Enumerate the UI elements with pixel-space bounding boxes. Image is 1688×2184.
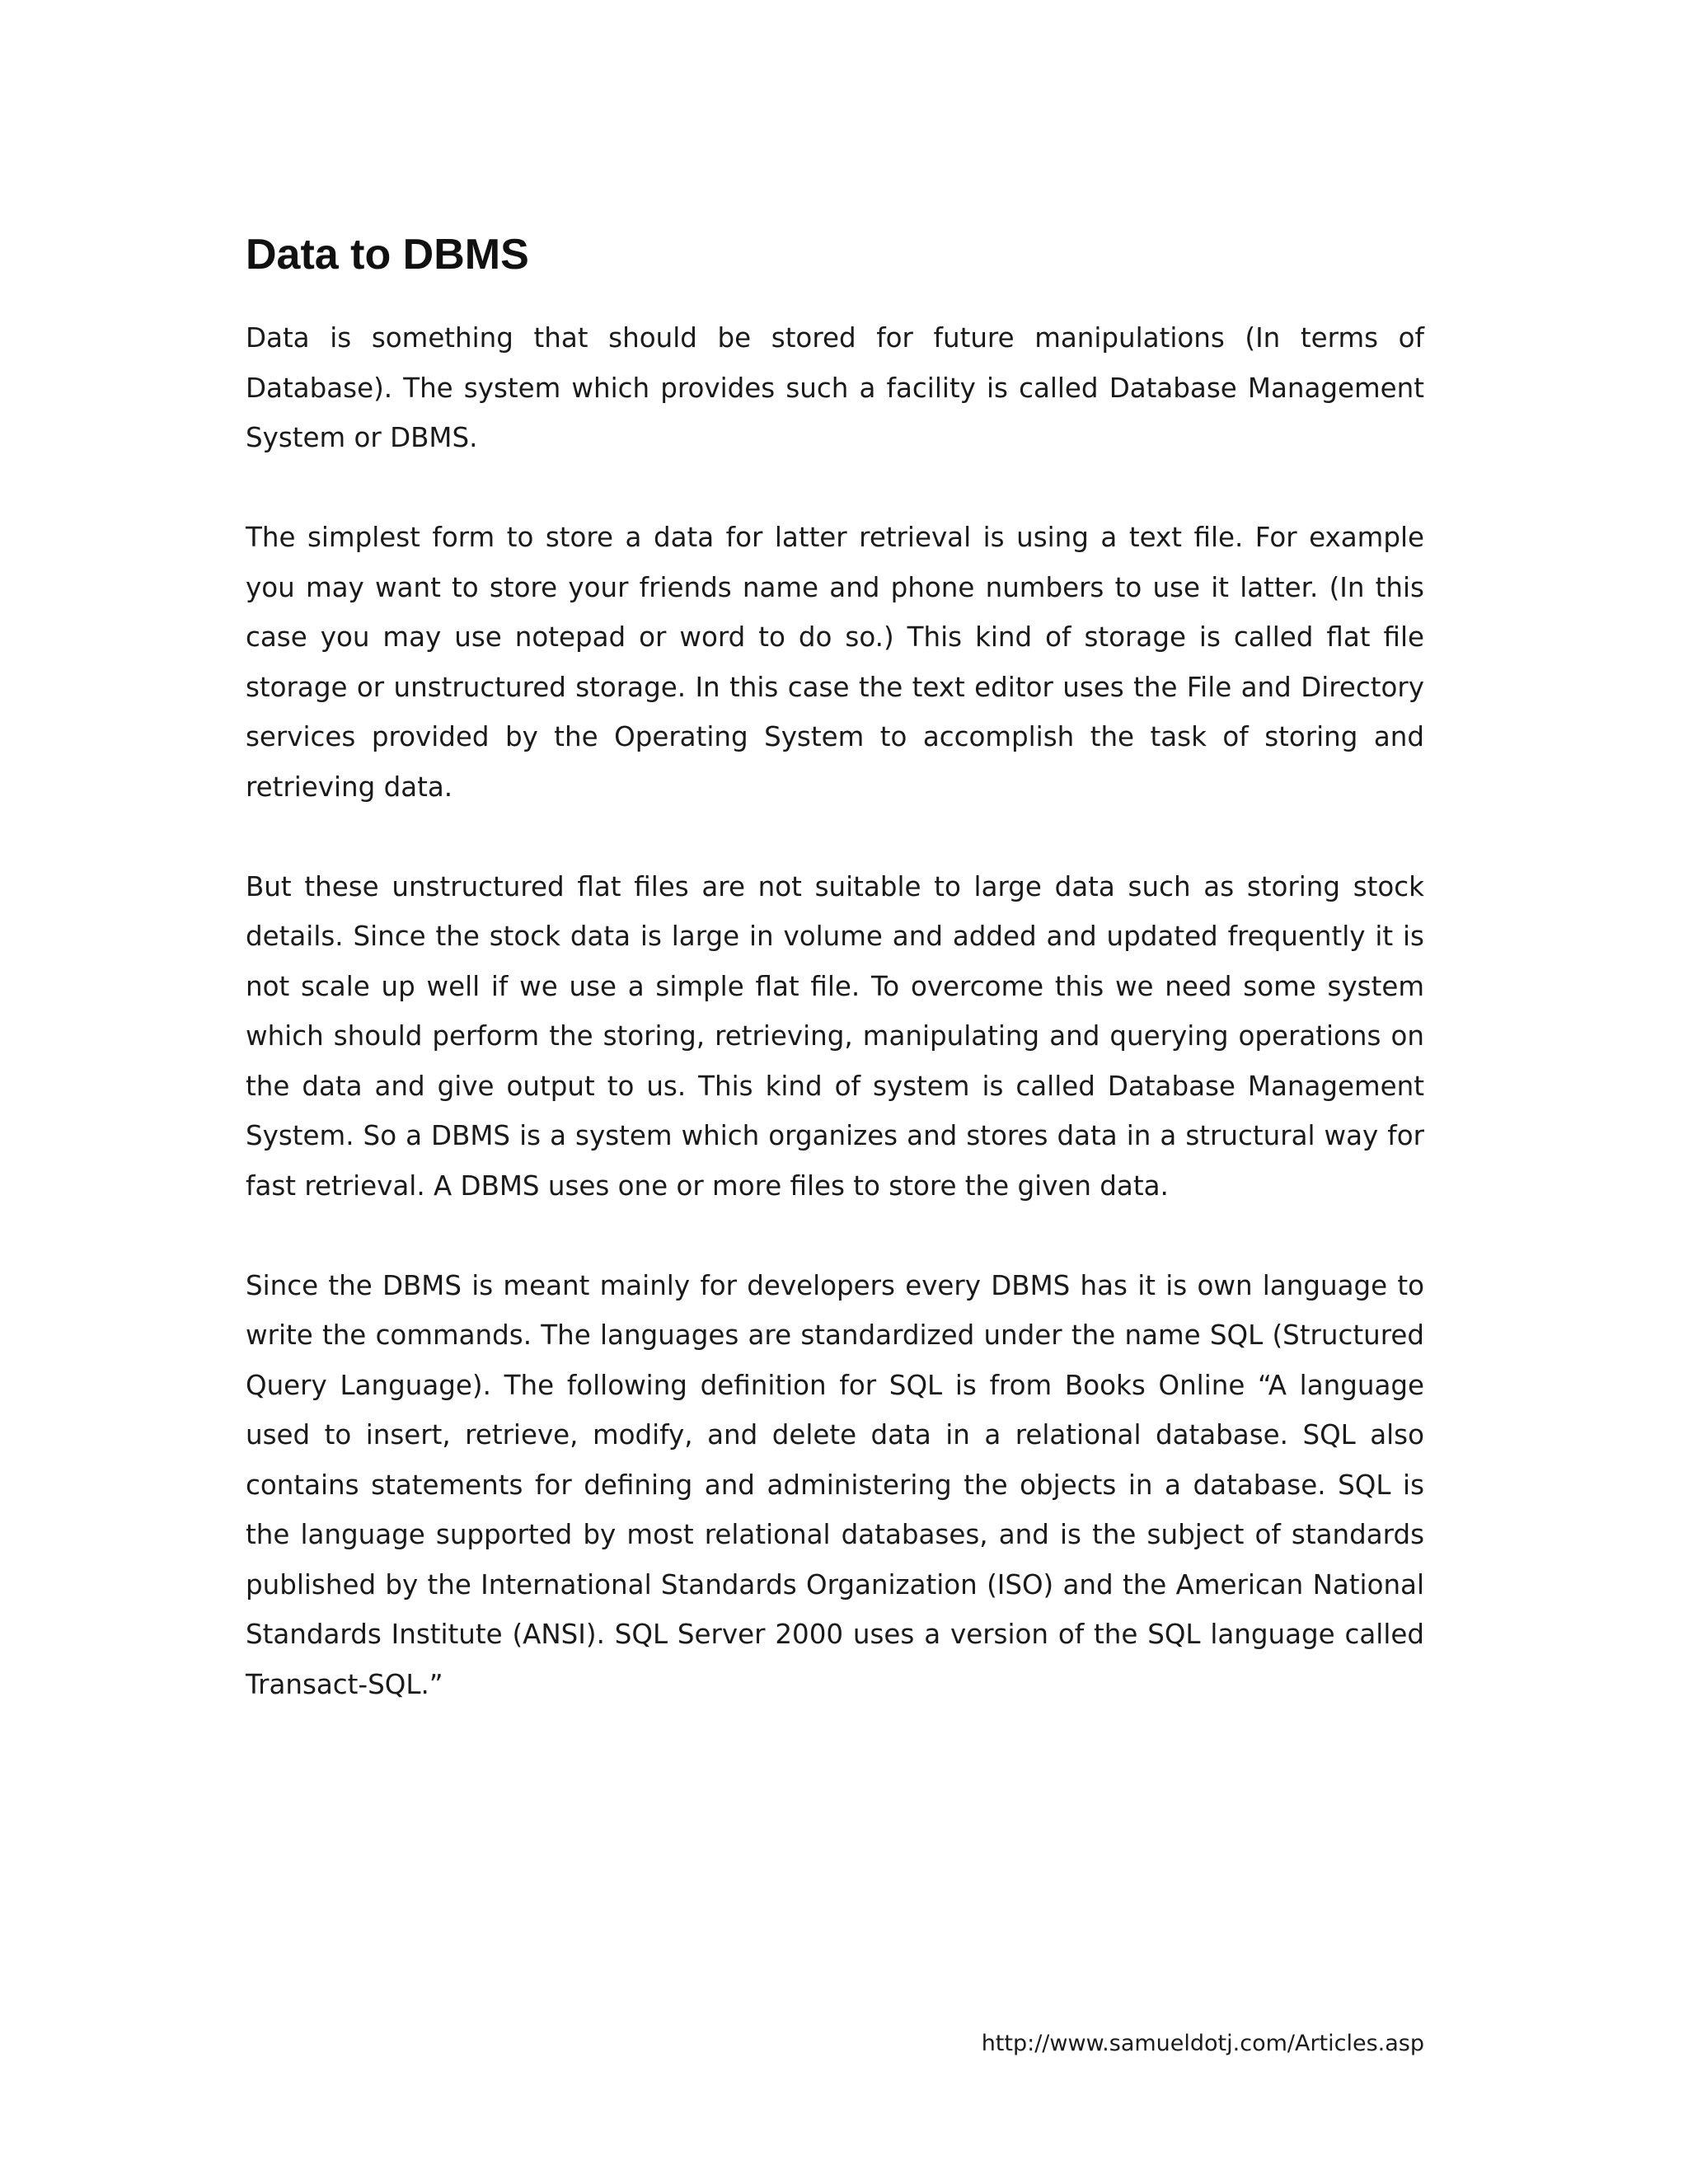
document-body [246, 229, 1424, 1760]
paragraph-dbms-need: But these unstructured flat files are not suitable to large data such as storing stock details. Since the stock data is large in volume and added and updated frequently it is not scale up well if we use a simple flat file. To overcome this we need some system which should perform the storing, retrieving, manipulating and querying operations on the data and give output to us. This kind of system is called Database Management System. So a DBMS is a system which organizes and stores data in a structural way for fast retrieval. A DBMS uses one or more files to store the given data. [246, 870, 1424, 1202]
paragraph-data-definition: Data is something that should be stored for future manipulations (In terms of Database). The system which provides such a facility is called Database Management System or DBMS. [246, 322, 1424, 453]
page-title: Data to DBMS [246, 231, 529, 279]
paragraph-sql-definition: Since the DBMS is meant mainly for developers every DBMS has it is own language to write the commands. The languages are standardized under the name SQL (Structured Query Language). The following definition for SQL is from Books Online “A language used to insert, retrieve, modify, and delete data in a relational database. SQL also contains statements for defining and administering the objects in a database. SQL is the language supported by most relational databases, and is the subject of standards published by the International Standards Organization (ISO) and the American National Standards Institute (ANSI). SQL Server 2000 uses a version of the SQL language called Transact-SQL.” [246, 1269, 1424, 1700]
paragraph-flat-file-storage: The simplest form to store a data for latter retrieval is using a text file. For example you may want to store your friends name and phone numbers to use it latter. (In this case you may use notepad or word to do so.) This kind of storage is called flat file storage or unstructured storage. In this case the text editor uses the File and Directory services provided by the Operating System to accomplish the task of storing and retrieving data. [246, 522, 1424, 803]
footer-url: http://www.samueldotj.com/Articles.asp [981, 2031, 1424, 2056]
